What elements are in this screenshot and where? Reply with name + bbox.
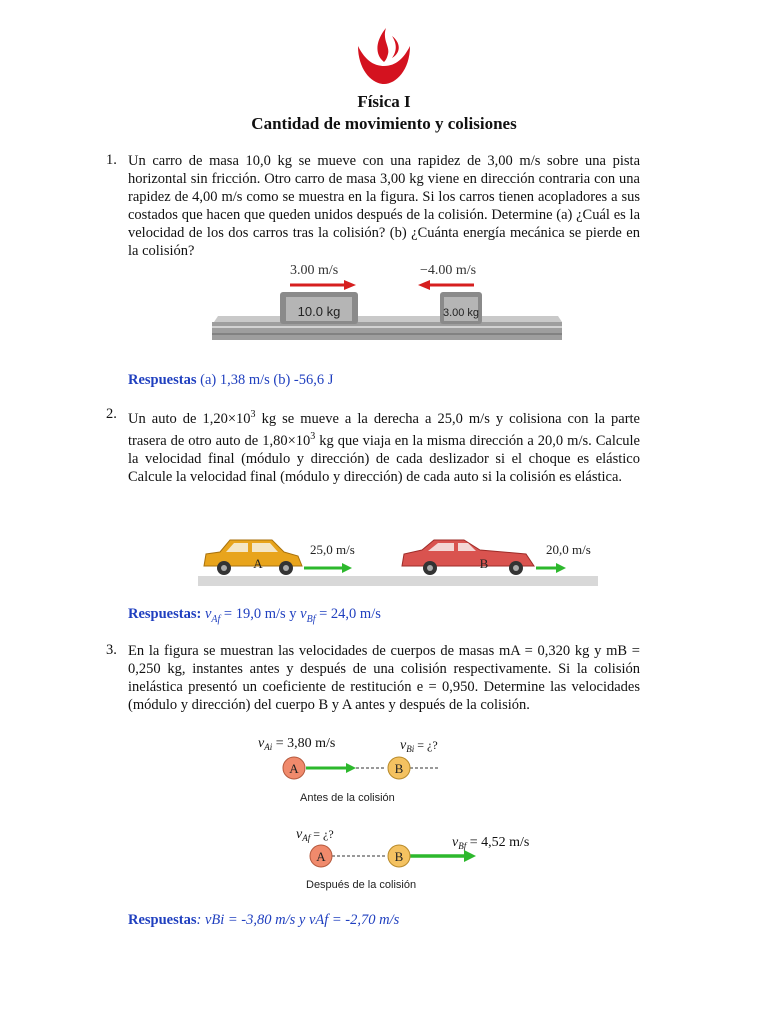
answer-label: Respuestas — [128, 372, 197, 388]
before-caption: Antes de la colisión — [300, 792, 395, 804]
problem-1-figure — [208, 258, 568, 352]
answer-label: Respuestas: — [128, 606, 202, 622]
car-a-label: A — [253, 556, 263, 571]
problem-1-answer — [128, 372, 648, 389]
problem-3-number: 3. — [106, 642, 117, 658]
problem-2-answer: Respuestas: $v_{Af} = 19,0$ m/s y $v_{Bf} = 24,0$ m/s — [128, 606, 381, 625]
problem-2-figure — [198, 530, 598, 586]
cart1-mass-label: 10.0 kg — [297, 304, 341, 319]
car-b-velocity: 20,0 m/s — [546, 542, 591, 557]
problem-3-text: En la figura se muestran las velocidades de cuerpos de masas mA = 0,320 kg y mB = 0,250 kg, instantes antes y después de una colisión respectivamente. Si la colisión inelástica presentó un coeficiente de restitución e = 0,950. Determine las velocidades (módulo y dirección) del cuerpo B y A antes y después de la colisión. — [128, 643, 640, 713]
university-logo — [352, 24, 416, 88]
ball-b-label: B — [394, 761, 404, 776]
page-title: Física I — [357, 92, 411, 111]
problem-2-text: Un auto de $1,20\times 10^3$ kg se mueve a la derecha a 25,0 m/s y colisiona con la parte trasera de otro auto de $1,80\times 10^3$ kg que viaja en la misma dirección a 20,0 m/s. Calcule la velocidad final (módulo y dirección) de cada deslizador si el choque es elástico Calcule la velocidad final (módulo y dirección) de cada auto si la colisión es elástica. — [128, 409, 640, 485]
car-b-label: B — [479, 556, 489, 571]
answer-label: Respuestas — [128, 912, 197, 928]
right-arrow-icon — [344, 280, 356, 290]
after-caption: Después de la colisión — [306, 879, 417, 891]
ball-b-after-label: B — [394, 849, 404, 864]
svg-text:vAf = ¿?: $v_{Af}$ = ¿? — [296, 827, 334, 843]
cart2-velocity-label: −4.00 m/s — [420, 263, 477, 278]
left-arrow-icon — [418, 280, 430, 290]
svg-text:vAi = 3,80 m/s: $v_{Ai} = 3,80$ m/s — [258, 736, 336, 752]
problem-1-text: Un carro de masa 10,0 kg se mueve con una rapidez de 3,00 m/s sobre una pista horizontal sin fricción. Otro carro de masa 3,00 kg viene en dirección contraria con una rapidez de 4,00 m/s como se muestra en la figura. Si los carros tienen acopladores a sus costados que hacen que queden unidos después de la colisión. Determine (a) ¿Cuál es la velocidad de los dos carros tras la colisión? (b) ¿Cuánta energía mecánica se pierde en la colisión? — [128, 153, 640, 259]
problem-3-figure — [250, 730, 550, 896]
cart1-velocity-label: 3.00 m/s — [290, 263, 339, 278]
car-a-velocity: 25,0 m/s — [310, 542, 355, 557]
answer-text: : vBi = -3,80 m/s y vAf = -2,70 m/s — [196, 912, 400, 928]
cart2-mass-label: 3.00 kg — [442, 307, 480, 319]
svg-text:vBf = 4,52 m/s: $v_{Bf} = 4,52$ m/s — [452, 835, 530, 851]
ball-a-after-label: A — [316, 849, 326, 864]
svg-text:vBi = ¿?: $v_{Bi}$ = ¿? — [400, 738, 438, 754]
problem-3-answer — [128, 912, 648, 929]
answer-text: (a) 1,38 m/s (b) -56,6 J — [200, 372, 334, 388]
ball-a-label: A — [289, 761, 299, 776]
problem-1-number: 1. — [106, 152, 117, 168]
problem-2-number: 2. — [106, 406, 117, 422]
page-subtitle: Cantidad de movimiento y colisiones — [251, 114, 517, 133]
